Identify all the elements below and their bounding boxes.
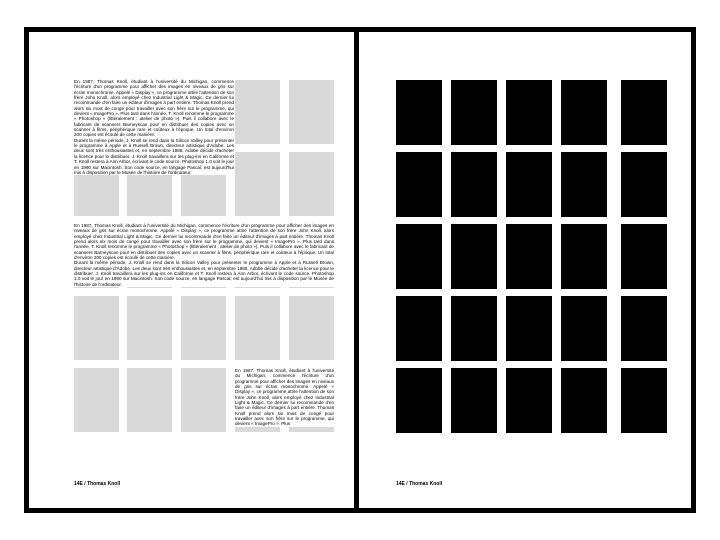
paragraph: En 1987, Thomas Knoll, étudiant à l'université du Michigan, commence l'écriture d'un programme pour afficher des images en niveaux de gris sur écran monochrome. Appelé « Display », ce programme attire l'attention de son frère John Knoll, alors employé chez Industrial Light & Magic. Ce dernier lui recommande d'en faire un éditeur d'images à part entière. Thomas Knoll prend alors six mois de congé pour travailler avec son frère sur le programme, qui devient « ImagePro ». Plus tard dans l'année, T. Knoll renomme le programme « Photoshop » (littéralement : atelier de photo »). Puis il collabore avec le fabricant de scanners Barneyscan pour en distribuer des copies avec un scanner à films, périphérique rare et coûteux à l'époque. Un total d'environ 200 copies est écoulé de cette manière. — [74, 223, 334, 261]
grey-image-placeholder — [127, 296, 172, 360]
black-image-placeholder — [621, 152, 667, 217]
page-folio: 14E / Thomas Knoll — [396, 481, 443, 487]
grey-image-placeholder — [127, 368, 172, 432]
grey-image-placeholder — [74, 296, 119, 360]
grey-image-placeholder — [235, 296, 280, 360]
black-image-placeholder — [396, 152, 442, 217]
black-image-placeholder — [506, 224, 552, 289]
grey-image-placeholder — [235, 80, 280, 144]
body-text-block-3 — [235, 368, 334, 427]
black-image-placeholder — [396, 80, 442, 145]
black-image-placeholder — [506, 296, 552, 361]
black-image-placeholder — [561, 296, 607, 361]
black-image-placeholder — [561, 224, 607, 289]
page-folio: 14E / Thomas Knoll — [74, 481, 121, 487]
black-image-placeholder — [451, 152, 497, 217]
black-image-placeholder — [451, 80, 497, 145]
paragraph: Durant la même période, J. Knoll se rend dans la Silicon Valley pour présenter le programme à Apple et à Russell Brown, directeur artistique d'Adobe. Les deux sont très enthousiastes et, en septembre 1988, Adobe décide d'acheter la licence pour le distribuer. J. Knoll travaillera sur les plug-ins en Californie et T. Knoll restera à Ann Arbor, écrivant le code source. Photoshop 1.0 voit le jour en 1990 sur Macintosh. Son code source, en langage Pascal, est aujourd'hui mis à disposition par le Musée de l'histoire de l'ordinateur. — [74, 260, 334, 287]
black-image-placeholder — [451, 224, 497, 289]
black-image-placeholder — [561, 80, 607, 145]
grey-image-placeholder — [289, 152, 334, 216]
black-image-placeholder — [451, 368, 497, 433]
grey-image-placeholder — [235, 152, 280, 216]
black-image-placeholder — [621, 224, 667, 289]
black-image-placeholder — [561, 368, 607, 433]
left-page — [29, 32, 354, 508]
black-image-placeholder — [506, 152, 552, 217]
grey-image-placeholder — [289, 296, 334, 360]
grey-image-placeholder — [289, 80, 334, 144]
body-text-block-1 — [74, 79, 234, 175]
grey-image-placeholder — [74, 368, 119, 432]
black-image-placeholder — [506, 368, 552, 433]
black-image-placeholder — [621, 368, 667, 433]
paragraph: En 1987, Thomas Knoll, étudiant à l'université du Michigan, commence l'écriture d'un programme pour afficher des images en niveaux de gris sur écran monochrome. Appelé « Display », ce programme attire l'attention de son frère John Knoll, alors employé chez Industrial Light & Magic. Ce dernier lui recommande d'en faire un éditeur d'images à part entière. Thomas Knoll prend alors six mois de congé pour travailler avec son frère sur le programme, qui devient « ImagePro ». Plus tard dans l'année, T. Knoll renomme le programme « Photoshop » (littéralement : atelier de photo »). Puis il collabore avec le fabricant de scanners Barneyscan pour en distribuer des copies avec un scanner à films, périphérique rare et coûteux à l'époque. Un total d'environ 200 copies est écoulé de cette manière. — [74, 79, 234, 138]
right-page — [359, 32, 691, 508]
black-image-placeholder — [506, 80, 552, 145]
body-text-block-2 — [74, 223, 334, 287]
grey-image-placeholder — [181, 296, 226, 360]
paragraph: Durant la même période, J. Knoll se rend dans la Silicon Valley pour présenter le programme à Apple et à Russell Brown, directeur artistique d'Adobe. Les deux sont très enthousiastes et, en septembre 1988, Adobe décide d'acheter la licence pour le distribuer. J. Knoll travaillera sur les plug-ins en Californie et T. Knoll restera à Ann Arbor, écrivant le code source. Photoshop 1.0 voit le jour en 1990 sur Macintosh. Son code source, en langage Pascal, est aujourd'hui mis à disposition par le Musée de l'histoire de l'ordinateur. — [74, 137, 234, 175]
black-image-placeholder — [621, 80, 667, 145]
black-image-placeholder — [396, 224, 442, 289]
paragraph: En 1987, Thomas Knoll, étudiant à l'université du Michigan, commence l'écriture d'un programme pour afficher des images en niveaux de gris sur écran monochrome. Appelé « Display », ce programme attire l'attention de son frère John Knoll, alors employé chez Industrial Light & Magic. Ce dernier lui recommande d'en faire un éditeur d'images à part entière. Thomas Knoll prend alors six mois de congé pour travailler avec son frère sur le programme, qui devient « ImagePro ». Plus — [235, 368, 334, 427]
black-image-placeholder — [396, 368, 442, 433]
black-image-placeholder — [561, 152, 607, 217]
grey-image-placeholder — [181, 368, 226, 432]
black-image-placeholder — [451, 296, 497, 361]
black-image-placeholder — [396, 296, 442, 361]
black-image-placeholder — [621, 296, 667, 361]
